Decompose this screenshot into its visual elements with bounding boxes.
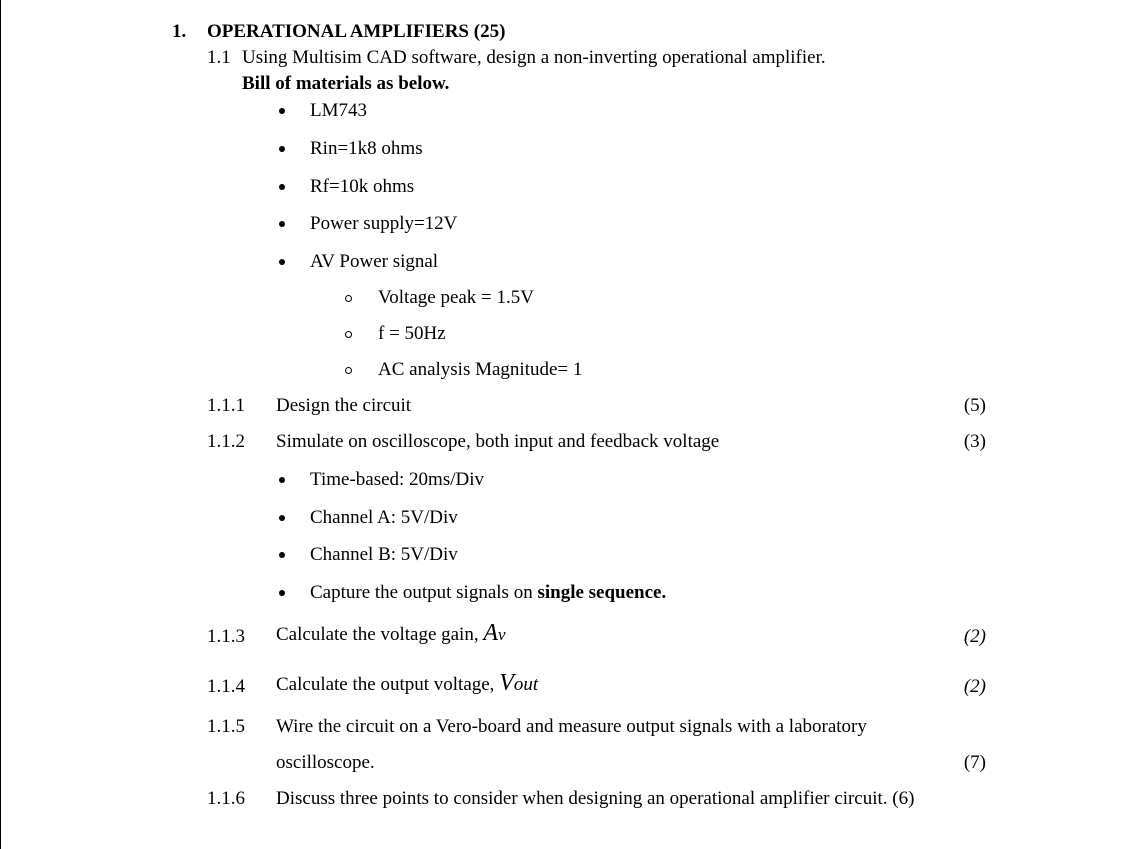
page-left-border: [0, 0, 1, 849]
bom-item: Rf=10k ohms: [310, 176, 415, 197]
scope-setting-item: Channel B: 5V/Div: [310, 544, 458, 565]
bullet-icon: [279, 259, 285, 265]
task-marks: (3): [963, 431, 986, 452]
bullet-icon: [279, 515, 285, 521]
bullet-icon: [279, 108, 285, 114]
bullet-icon: [279, 552, 285, 558]
task-number: 1.1.4: [207, 676, 245, 697]
task-text-continued: oscilloscope.: [276, 752, 375, 773]
task-marks: (2): [963, 676, 986, 697]
circle-bullet-icon: [345, 295, 352, 302]
bullet-icon: [279, 184, 285, 190]
task-text: Wire the circuit on a Vero-board and measure output signals with a laboratory: [276, 716, 867, 737]
circle-bullet-icon: [345, 367, 352, 374]
task-marks: (2): [963, 626, 986, 647]
task-number: 1.1.3: [207, 626, 245, 647]
task-number: 1.1.5: [207, 716, 245, 737]
task-marks: (5): [963, 395, 986, 416]
scope-setting-item: Channel A: 5V/Div: [310, 507, 458, 528]
scope-capture-bold: single sequence.: [537, 582, 667, 603]
scope-capture-item: [310, 583, 666, 602]
task-text: Discuss three points to consider when designing an operational amplifier circuit. (6): [276, 788, 915, 809]
circle-bullet-icon: [345, 331, 352, 338]
section-number: 1.: [172, 21, 187, 42]
scope-capture-prefix: Capture the output signals on: [310, 582, 538, 603]
question-text: Using Multisim CAD software, design a non-inverting operational amplifier.: [242, 47, 826, 68]
task-text-line: [276, 621, 506, 645]
bullet-icon: [279, 221, 285, 227]
task-number: 1.1.2: [207, 431, 245, 452]
task-marks: (7): [963, 752, 986, 773]
bom-item: Rin=1k8 ohms: [310, 138, 423, 159]
task-number: 1.1.6: [207, 788, 245, 809]
task-text-line: [276, 671, 538, 695]
bom-item: LM743: [310, 100, 367, 121]
symbol-sub: out: [513, 674, 539, 695]
bom-sub-item: f = 50Hz: [378, 323, 446, 344]
question-number: 1.1: [207, 47, 231, 68]
task-text: Calculate the voltage gain,: [276, 624, 479, 645]
task-number: 1.1.1: [207, 395, 245, 416]
symbol-sub: v: [498, 625, 506, 644]
bom-item: Power supply=12V: [310, 213, 458, 234]
task-text: Simulate on oscilloscope, both input and feedback voltage: [276, 431, 720, 452]
bom-item: AV Power signal: [310, 251, 439, 272]
bom-sub-item: Voltage peak = 1.5V: [378, 287, 534, 308]
bom-sub-item: AC analysis Magnitude= 1: [378, 359, 583, 380]
symbol-main: A: [483, 620, 499, 646]
task-text: Design the circuit: [276, 395, 412, 416]
scope-setting-item: Time-based: 20ms/Div: [310, 469, 484, 490]
bullet-icon: [279, 590, 285, 596]
bom-heading: Bill of materials as below.: [242, 73, 450, 94]
bullet-icon: [279, 146, 285, 152]
bullet-icon: [279, 477, 285, 483]
symbol-main: V: [499, 670, 514, 696]
section-title: OPERATIONAL AMPLIFIERS (25): [207, 21, 506, 42]
task-text: Calculate the output voltage,: [276, 674, 495, 695]
